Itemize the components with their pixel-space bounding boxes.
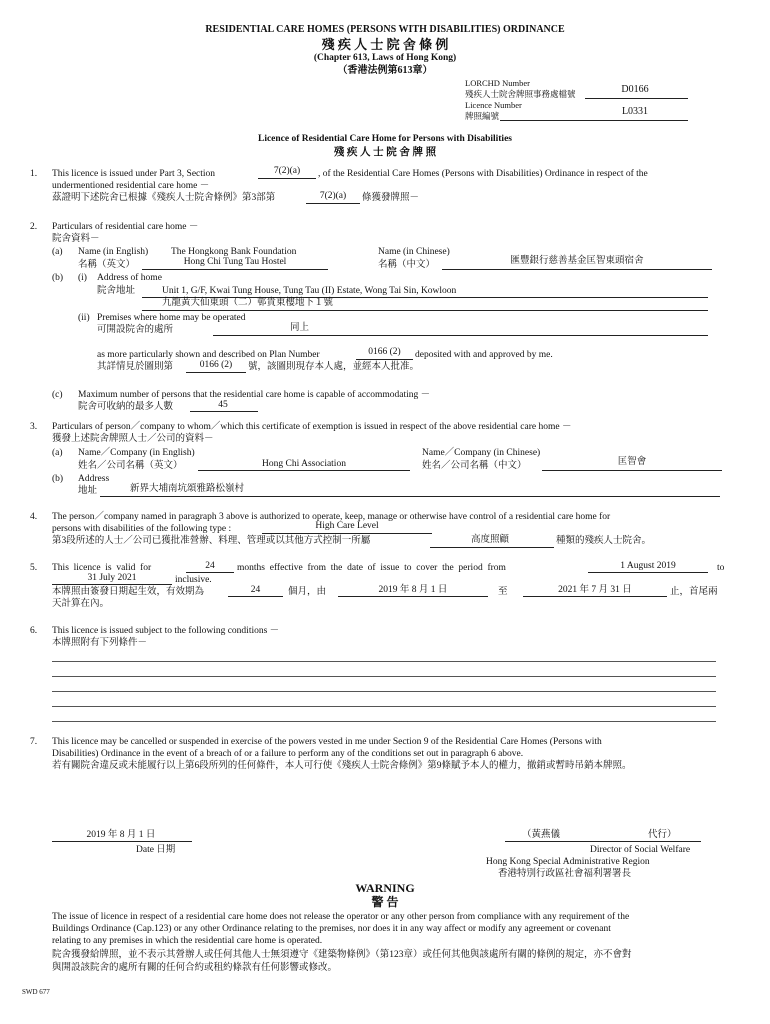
operator-address-label-en: Address (78, 474, 110, 484)
signer-name: （黃燕儀 (522, 830, 561, 840)
home-name-en-line1: The Hongkong Bank Foundation (171, 247, 297, 257)
licence-label-zh: 牌照編號 (465, 111, 500, 121)
section-5-zh-b: 個月，由 (288, 587, 327, 597)
premises-label-en: Premises where home may be operated (97, 313, 246, 323)
warning-title-zh: 警 告 (371, 895, 399, 909)
period-from-zh: 2019 年 8 月 1 日 (378, 585, 448, 595)
section-1-zh-a: 茲證明下述院舍已根據《殘疾人士院舍條例》第3部第 (52, 193, 276, 203)
home-name-zh: 匯豐銀行慈善基金匡智東頭宿舍 (510, 256, 644, 266)
section-6-number: 6. (30, 626, 38, 636)
licence-label-en: Licence Number (465, 100, 522, 110)
section-2a-label: (a) (52, 247, 63, 257)
operator-name-en-label: Name／Company (in English) (78, 448, 195, 458)
section-5-zh-d: 止，首尾兩 (670, 587, 718, 597)
director-title-zh: 香港特別行政區社會福利署署長 (498, 869, 632, 879)
section-3-heading-zh: 獲發上述院舍牌照人士／公司的資料－ (52, 434, 214, 444)
section-5-zh-e: 天計算在內。 (52, 599, 110, 609)
validity-months-zh: 24 (250, 585, 261, 595)
warning-title-en: WARNING (355, 881, 415, 895)
home-address-zh: 九龍黃大仙東頭（二）邨貴東樓地下１號 (162, 298, 334, 308)
chapter-en: (Chapter 613, Laws of Hong Kong) (313, 53, 457, 63)
section-5-to: to (717, 563, 725, 573)
plan-number-zh: 0166 (2) (199, 360, 233, 370)
section-5-zh-a: 本牌照由簽發日期起生效，有效期為 (52, 587, 205, 597)
section-4-zh-a: 第3段所述的人士／公司已獲批准營辦、料理、管理或以其他方式控制一所屬 (52, 536, 371, 546)
max-persons-value: 45 (218, 400, 228, 410)
period-to-date: 31 July 2021 (87, 573, 137, 583)
plan-text-zh-b: 號，該圖則現存本人處，並經本人批准。 (248, 362, 420, 372)
operator-name-en-label-zh: 姓名／公司名稱（英文） (78, 461, 183, 471)
plan-text-en-a: as more particularly shown and described on Plan Number (97, 350, 320, 360)
section-2-heading-en: Particulars of residential care home － (52, 222, 199, 232)
licence-number: L0331 (621, 106, 649, 117)
conditions-line-4 (52, 706, 716, 707)
home-name-en-label-zh: 名稱（英文） (78, 260, 136, 270)
max-persons-label-en: Maximum number of persons that the residential care home is capable of accommodating － (78, 390, 431, 400)
operator-address: 新界大埔南坑頌雅路松嶺村 (130, 484, 245, 494)
section-3a-label: (a) (52, 448, 63, 458)
conditions-line-2 (52, 676, 716, 677)
section-7-text-zh: 若有關院舍違反或未能履行以上第6段所列的任何條件，本人可行使《殘疾人士院舍條例》第9條賦予本人的權力，撤銷或暫時吊銷本牌照。 (52, 761, 632, 771)
premises-label-zh: 可開設院舍的處所 (97, 325, 174, 335)
conditions-line-1 (52, 661, 716, 662)
warning-zh-2: 與開設該院舍的處所有關的任何合約或租約條款有任何影響或修改。 (52, 963, 338, 973)
section-6-text-zh: 本牌照附有下列條件－ (52, 638, 148, 648)
section-2c-label: (c) (52, 390, 63, 400)
section-1-text-b: , of the Residential Care Homes (Persons with Disabilities) Ordinance in respect of the (318, 169, 648, 179)
plan-number: 0166 (2) (368, 347, 401, 357)
home-address-en: Unit 1, G/F, Kwai Tung House, Tung Tau (II) Estate, Wong Tai Sin, Kowloon (162, 286, 457, 296)
conditions-line-5 (52, 721, 716, 722)
section-3-heading-en: Particulars of person／company to whom／which this certificate of exemption is issued in respect of the above residential care home － (52, 422, 572, 432)
section-7-text-b: Disabilities) Ordinance in the event of a breach of or a failure to perform any of the conditions set out in paragraph 6 above. (52, 749, 524, 759)
conditions-line-3 (52, 691, 716, 692)
director-title-en: Director of Social Welfare (590, 845, 691, 855)
home-type-zh: 高度照顧 (470, 535, 509, 545)
licence-title-en: Licence of Residential Care Home for Persons with Disabilities (257, 134, 512, 144)
section-7-text-a: This licence may be cancelled or suspended in exercise of the powers vested in me under Section 9 of the Residential Care Homes (Persons with (52, 737, 602, 747)
section-4-number: 4. (30, 512, 38, 522)
period-from-date: 1 August 2019 (620, 561, 676, 571)
section-1-text-c: undermentioned residential care home － (52, 181, 210, 191)
section-1-section: 7(2)(a) (273, 166, 301, 176)
section-6-text-en: This licence is issued subject to the following conditions － (52, 626, 280, 636)
operator-name-zh-label-zh: 姓名／公司名稱（中文） (422, 461, 527, 471)
warning-en-2: Buildings Ordinance (Cap.123) or any other Ordinance relating to the premises, nor does it in any way affect or modify any agreement or covenant (52, 924, 611, 934)
home-name-en-label: Name (in English) (78, 247, 149, 257)
ordinance-title-zh: 殘 疾 人 士 院 舍 條 例 (321, 37, 449, 52)
section-4-text-a: The person／company named in paragraph 3 above is authorized to operate, keep, manage or otherwise have control of a residential care home for (52, 512, 611, 522)
max-persons-label-zh: 院舍可收納的最多人數 (78, 402, 174, 412)
section-1-number: 1. (30, 169, 38, 179)
plan-text-en-b: deposited with and approved by me. (415, 350, 553, 360)
operator-name-zh: 匡智會 (617, 457, 647, 467)
period-to-zh: 2021 年 7 月 31 日 (558, 585, 632, 595)
address-label-zh: 院舍地址 (97, 286, 136, 296)
home-name-zh-label: Name (in Chinese) (378, 247, 450, 257)
premises-value: 同上 (290, 323, 310, 333)
lorchd-label-en: LORCHD Number (465, 78, 530, 88)
section-5-inclusive: inclusive. (175, 575, 212, 585)
section-4-text-b: persons with disabilities of the following type : (52, 524, 232, 534)
region-en: Hong Kong Special Administrative Region (486, 857, 650, 867)
signer-role: 代行） (648, 830, 677, 840)
chapter-zh: （香港法例第613章） (337, 65, 433, 76)
ordinance-title-en: RESIDENTIAL CARE HOMES (PERSONS WITH DISABILITIES) ORDINANCE (205, 24, 565, 35)
section-7-number: 7. (30, 737, 38, 747)
issue-date: 2019 年 8 月 1 日 (86, 830, 156, 840)
section-4-zh-b: 種類的殘疾人士院舍。 (556, 536, 652, 546)
section-1-text-a: This licence is issued under Part 3, Section (52, 169, 216, 179)
section-2-heading-zh: 院舍資料－ (52, 234, 100, 244)
section-5-number: 5. (30, 563, 38, 573)
operator-name-en: Hong Chi Association (262, 459, 346, 469)
section-5-zh-c: 至 (498, 587, 508, 597)
warning-en-1: The issue of licence in respect of a residential care home does not release the operator or any other person from compliance with any requirement of the (52, 912, 630, 922)
plan-text-zh-a: 其詳情見於圖則第 (97, 362, 174, 372)
validity-months: 24 (205, 561, 215, 571)
address-label-en: Address of home (97, 273, 162, 283)
section-2b-ii: (ii) (78, 313, 90, 323)
operator-address-label-zh: 地址 (78, 486, 98, 496)
section-1-zh-b: 條獲發牌照－ (362, 193, 420, 203)
home-name-zh-label-zh: 名稱（中文） (378, 260, 436, 270)
section-2b-label: (b) (52, 273, 64, 283)
section-5-text-b: months effective from the date of issue to cover the period from (237, 563, 506, 573)
issue-date-label: Date 日期 (136, 845, 176, 855)
operator-name-zh-label: Name／Company (in Chinese) (422, 448, 541, 458)
home-type-en: High Care Level (315, 521, 379, 531)
section-3b-label: (b) (52, 474, 64, 484)
warning-en-3: relating to any premises in which the residential care home is operated. (52, 936, 323, 946)
home-name-en-line2: Hong Chi Tung Tau Hostel (183, 257, 287, 267)
warning-zh-1: 院舍獲發給牌照，並不表示其營辦人或任何其他人士無須遵守《建築物條例》（第123章）或任何其他與該處所有關的條例的規定，亦不會對 (52, 950, 632, 960)
licence-title-zh: 殘 疾 人 士 院 舍 牌 照 (333, 147, 437, 158)
section-2-number: 2. (30, 222, 38, 232)
section-5-text-a: This licence is valid for (52, 563, 152, 573)
section-1-section-zh: 7(2)(a) (319, 191, 347, 201)
lorchd-number: D0166 (621, 84, 649, 95)
section-2b-i: (i) (78, 273, 87, 283)
form-code: SWD 677 (22, 988, 50, 996)
section-3-number: 3. (30, 422, 38, 432)
lorchd-label-zh: 殘疾人士院舍牌照事務處檔號 (465, 89, 576, 99)
